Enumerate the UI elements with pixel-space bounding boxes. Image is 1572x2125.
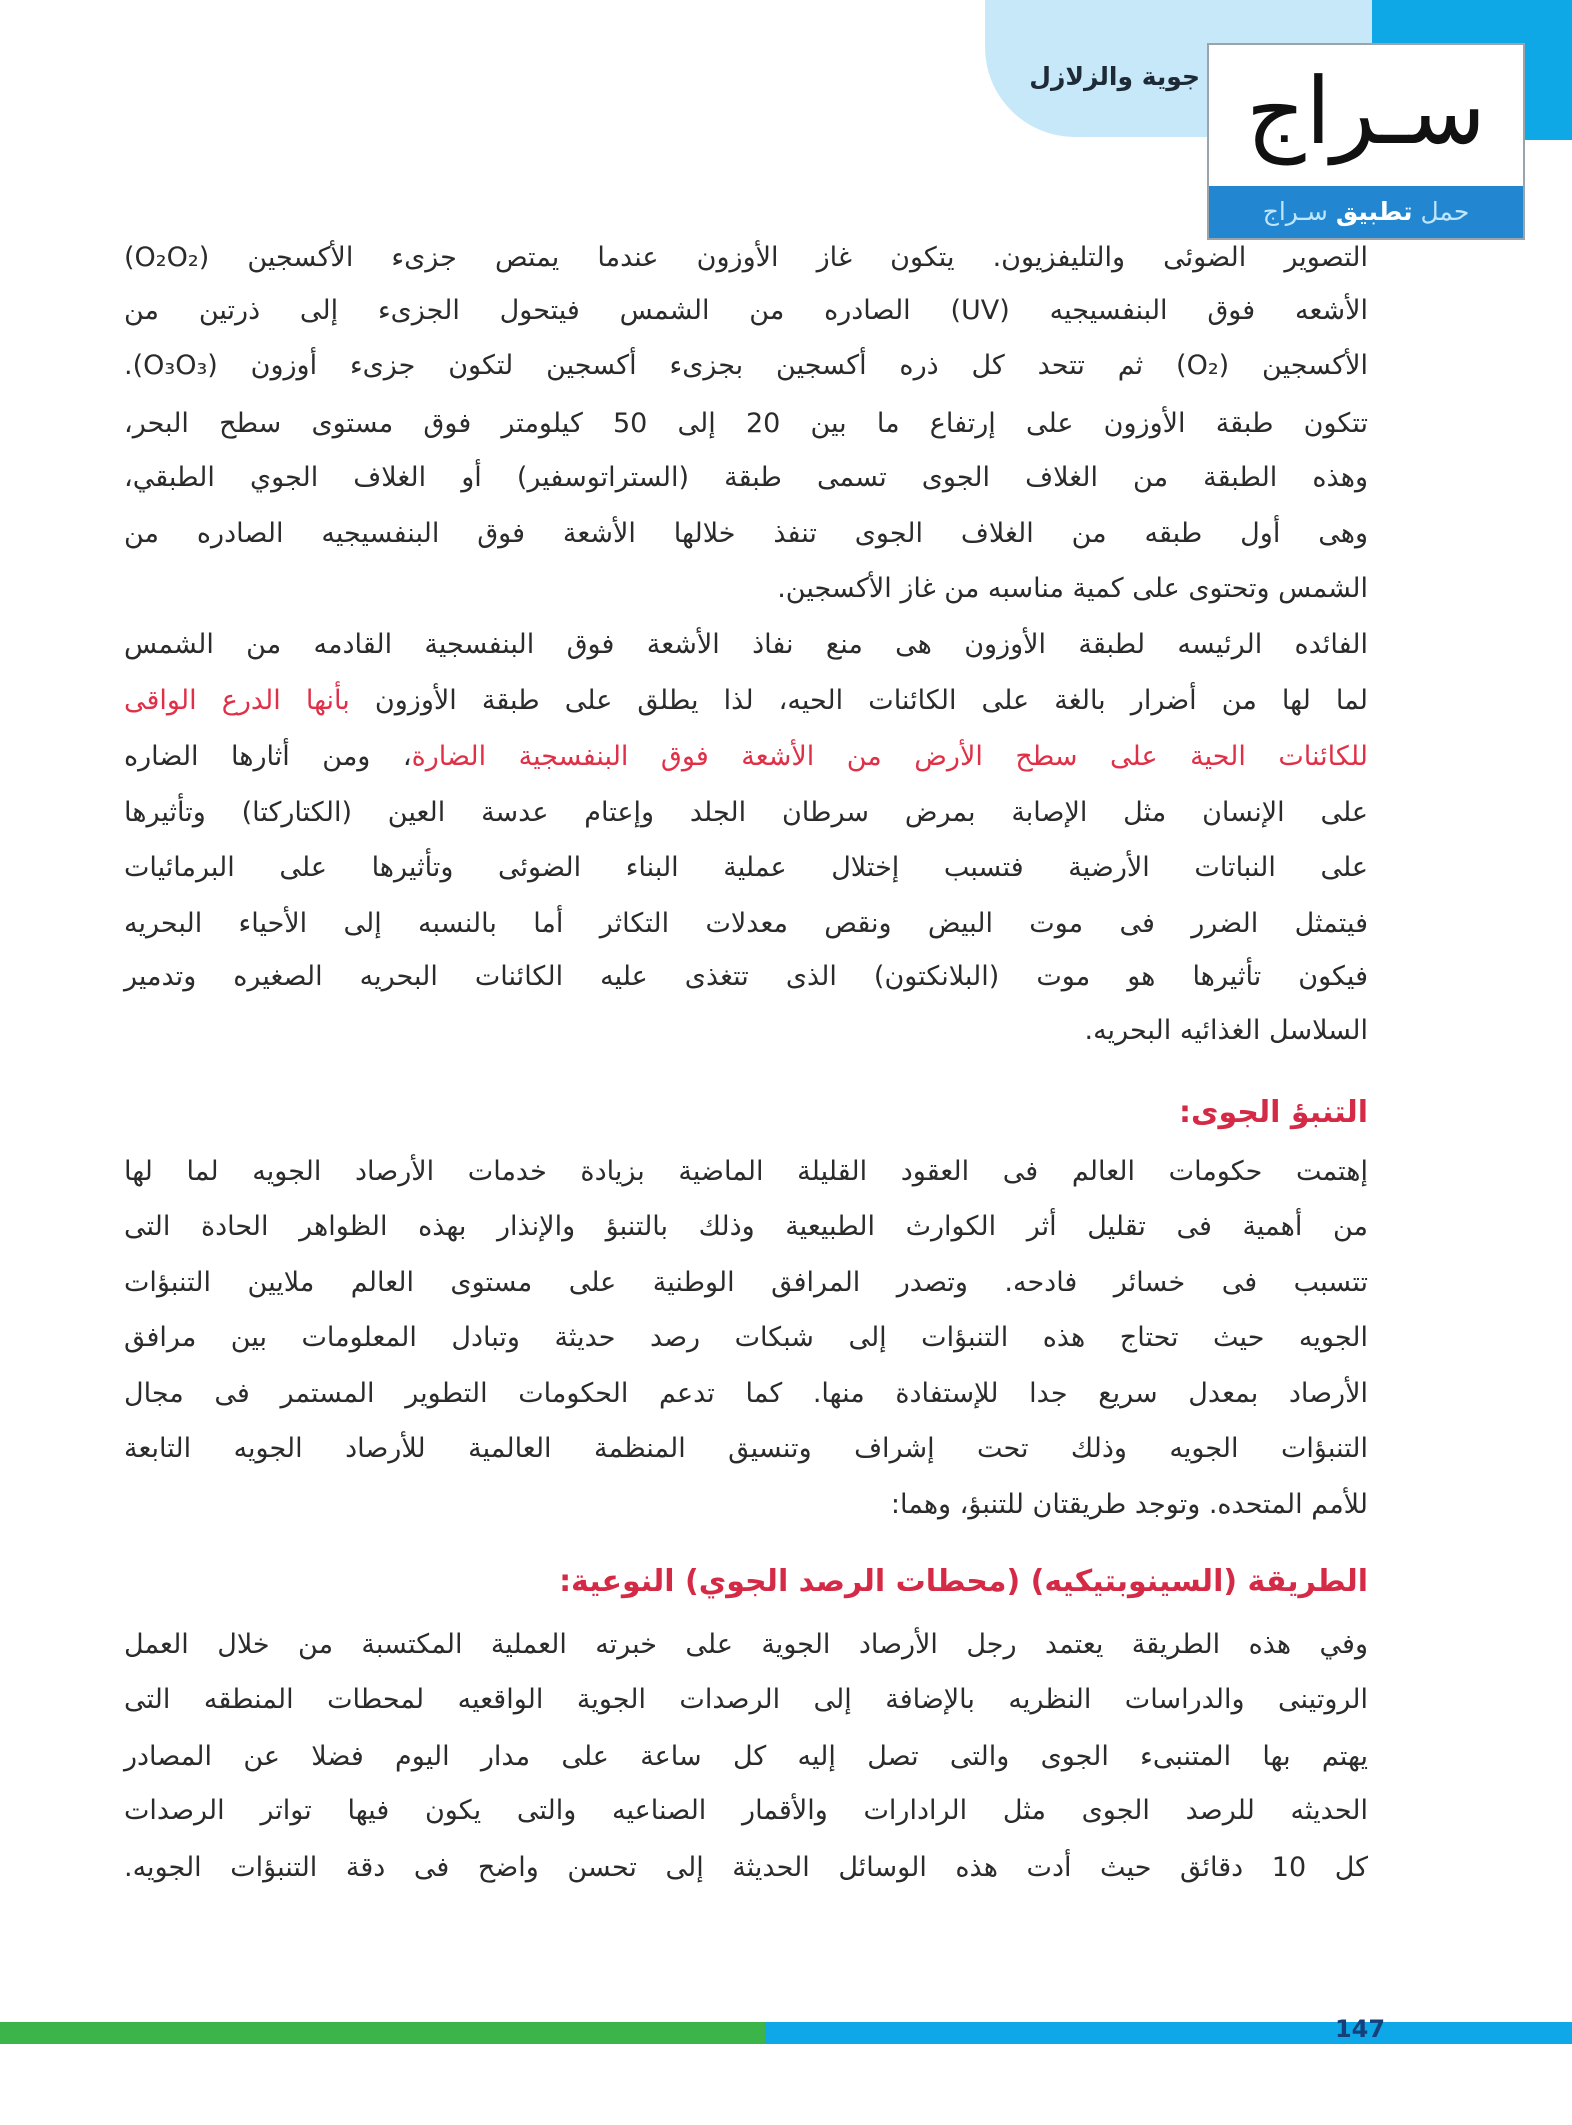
text-segment: وهى أول طبقه من الغلاف الجوى تنفذ خلالها الأشعة فوق البنفسيجيه الصادره من	[124, 518, 1368, 549]
text-segment: التنبؤات الجويه وذلك تحت إشراف وتنسيق المنظمة العالمية للأرصاد الجويه التابعة	[124, 1433, 1368, 1464]
logo-tagline-prefix: حمل	[1412, 197, 1470, 226]
text-line	[124, 957, 1368, 997]
text-line	[124, 238, 1368, 278]
logo-tagline	[1209, 186, 1523, 238]
section-heading	[124, 1562, 1368, 1602]
text-segment: وهذه الطبقة من الغلاف الجوى تسمى طبقة (الستراتوسفير) أو الغلاف الجوي الطبقي،	[124, 462, 1368, 493]
text-line	[124, 458, 1368, 498]
text-segment: من أهمية فى تقليل أثر الكوارث الطبيعية وذلك بالتنبؤ والإنذار بهذه الظواهر الحادة التى	[124, 1211, 1368, 1242]
text-segment: الفائده الرئيسه لطبقة الأوزون هى منع نفاذ الأشعة فوق البنفسجية القادمه من الشمس	[124, 629, 1368, 660]
text-line	[124, 291, 1368, 331]
logo-tagline-suffix: سـراج	[1262, 197, 1336, 226]
text-line	[124, 1680, 1368, 1720]
text-line	[124, 514, 1368, 554]
text-segment: الأشعه فوق البنفسيجيه (UV) الصادره من الشمس فيتحول الجزىء إلى ذرتين من	[124, 295, 1368, 326]
text-line	[124, 904, 1368, 944]
text-segment: على الإنسان مثل الإصابة بمرض سرطان الجلد وإعتام عدسة العين (الكتاركتا) وتأثيرها	[124, 797, 1368, 828]
text-line	[124, 625, 1368, 665]
text-segment: الأرصاد بمعدل سريع جدا للإستفادة منها. كما تدعم الحكومات التطوير المستمر فى مجال	[124, 1378, 1368, 1409]
logo-word: سـراج	[1246, 58, 1486, 165]
text-line	[124, 1848, 1368, 1888]
text-line	[124, 1737, 1368, 1777]
text-segment: التصوير الضوئى والتليفزيون. يتكون غاز الأوزون عندما يمتص جزىء الأكسجين (O₂O₂)	[124, 242, 1368, 273]
text-segment: الجويه حيث تحتاج هذه التنبؤات إلى شبكات رصد حديثة وتبادل المعلومات بين مرافق	[124, 1322, 1368, 1353]
text-line	[124, 681, 1368, 721]
text-segment: للأمم المتحده. وتوجد طريقتان للتنبؤ، وهما:	[890, 1489, 1368, 1520]
text-segment: فيكون تأثيرها هو موت (البلانكتون) الذى تتغذى عليه الكائنات البحريه الصغيره وتدمير	[124, 961, 1368, 992]
text-line	[124, 1791, 1368, 1831]
text-line	[124, 1152, 1368, 1192]
text-segment: لما لها من أضرار بالغة على الكائنات الحيه، لذا يطلق على طبقة الأوزون	[349, 685, 1368, 716]
text-line	[124, 1263, 1368, 1303]
siraj-logo	[1207, 43, 1525, 240]
highlighted-text: بأنها الدرع الواقى	[124, 685, 350, 716]
text-segment: كل 10 دقائق حيث أدت هذه الوسائل الحديثة إلى تحسن واضح فى دقة التنبؤات الجويه.	[124, 1852, 1369, 1883]
text-segment: الطريقة (السينوبتيكيه) (محطات الرصد الجوي) النوعية:	[559, 1564, 1368, 1599]
text-segment: الشمس وتحتوى على كمية مناسبه من غاز الأكسجين.	[777, 573, 1368, 604]
text-segment: ، ومن أثارها الضاره	[124, 741, 412, 772]
text-line	[124, 737, 1368, 777]
text-segment: الأكسجين (O₂) ثم تتحد كل ذره أكسجين بجزىء أكسجين لتكون جزىء أوزون (O₃O₃).	[124, 350, 1368, 381]
text-segment: السلاسل الغذائيه البحريه.	[1084, 1015, 1368, 1046]
text-segment: إهتمت حكومات العالم فى العقود القليلة الماضية بزيادة خدمات الأرصاد الجويه لما لها	[124, 1156, 1368, 1187]
chapter-title: جوية والزلازل	[1029, 62, 1200, 91]
text-segment: تتكون طبقة الأوزون على إرتفاع ما بين 20 إلى 50 كيلومتر فوق مستوى سطح البحر،	[124, 408, 1368, 439]
footer-bar-blue	[765, 2022, 1572, 2044]
page-number: 147	[1334, 2015, 1386, 2043]
text-line	[124, 1485, 1368, 1525]
text-line	[124, 404, 1368, 444]
text-line	[124, 569, 1368, 609]
section-heading	[124, 1093, 1368, 1133]
text-segment: الروتينى والدراسات النظريه بالإضافة إلى الرصدات الجوية الواقعيه لمحطات المنطقه التى	[124, 1684, 1368, 1715]
text-segment: يهتم بها المتنبىء الجوى والتى تصل إليه كل ساعة على مدار اليوم فضلا عن المصادر	[124, 1741, 1368, 1772]
footer-bar-green	[0, 2022, 765, 2044]
text-segment: الحديثه للرصد الجوى مثل الرادارات والأقمار الصناعيه والتى يكون فيها تواتر الرصدات	[124, 1795, 1368, 1826]
text-line	[124, 346, 1368, 386]
text-segment: وفي هذه الطريقة يعتمد رجل الأرصاد الجوية على خبرته العملية المكتسبة من خلال العمل	[124, 1629, 1368, 1660]
highlighted-text: للكائنات الحية على سطح الأرض من الأشعة فوق البنفسجية الضارة	[411, 741, 1368, 772]
text-line	[124, 848, 1368, 888]
text-line	[124, 793, 1368, 833]
text-line	[124, 1011, 1368, 1051]
text-segment: التنبؤ الجوى:	[1178, 1095, 1368, 1130]
text-segment: فيتمثل الضرر فى موت البيض ونقص معدلات التكاثر أما بالنسبه إلى الأحياء البحريه	[124, 908, 1368, 939]
text-line	[124, 1374, 1368, 1414]
text-segment: تتسبب فى خسائر فادحه. وتصدر المرافق الوطنية على مستوى العالم ملايين التنبؤات	[124, 1267, 1368, 1298]
text-segment: على النباتات الأرضية فتسبب إختلال عملية البناء الضوئى وتأثيرها على البرمائيات	[124, 852, 1368, 883]
text-line	[124, 1207, 1368, 1247]
text-line	[124, 1625, 1368, 1665]
text-line	[124, 1429, 1368, 1469]
logo-tagline-bold: تطبيق	[1335, 197, 1413, 226]
text-line	[124, 1318, 1368, 1358]
